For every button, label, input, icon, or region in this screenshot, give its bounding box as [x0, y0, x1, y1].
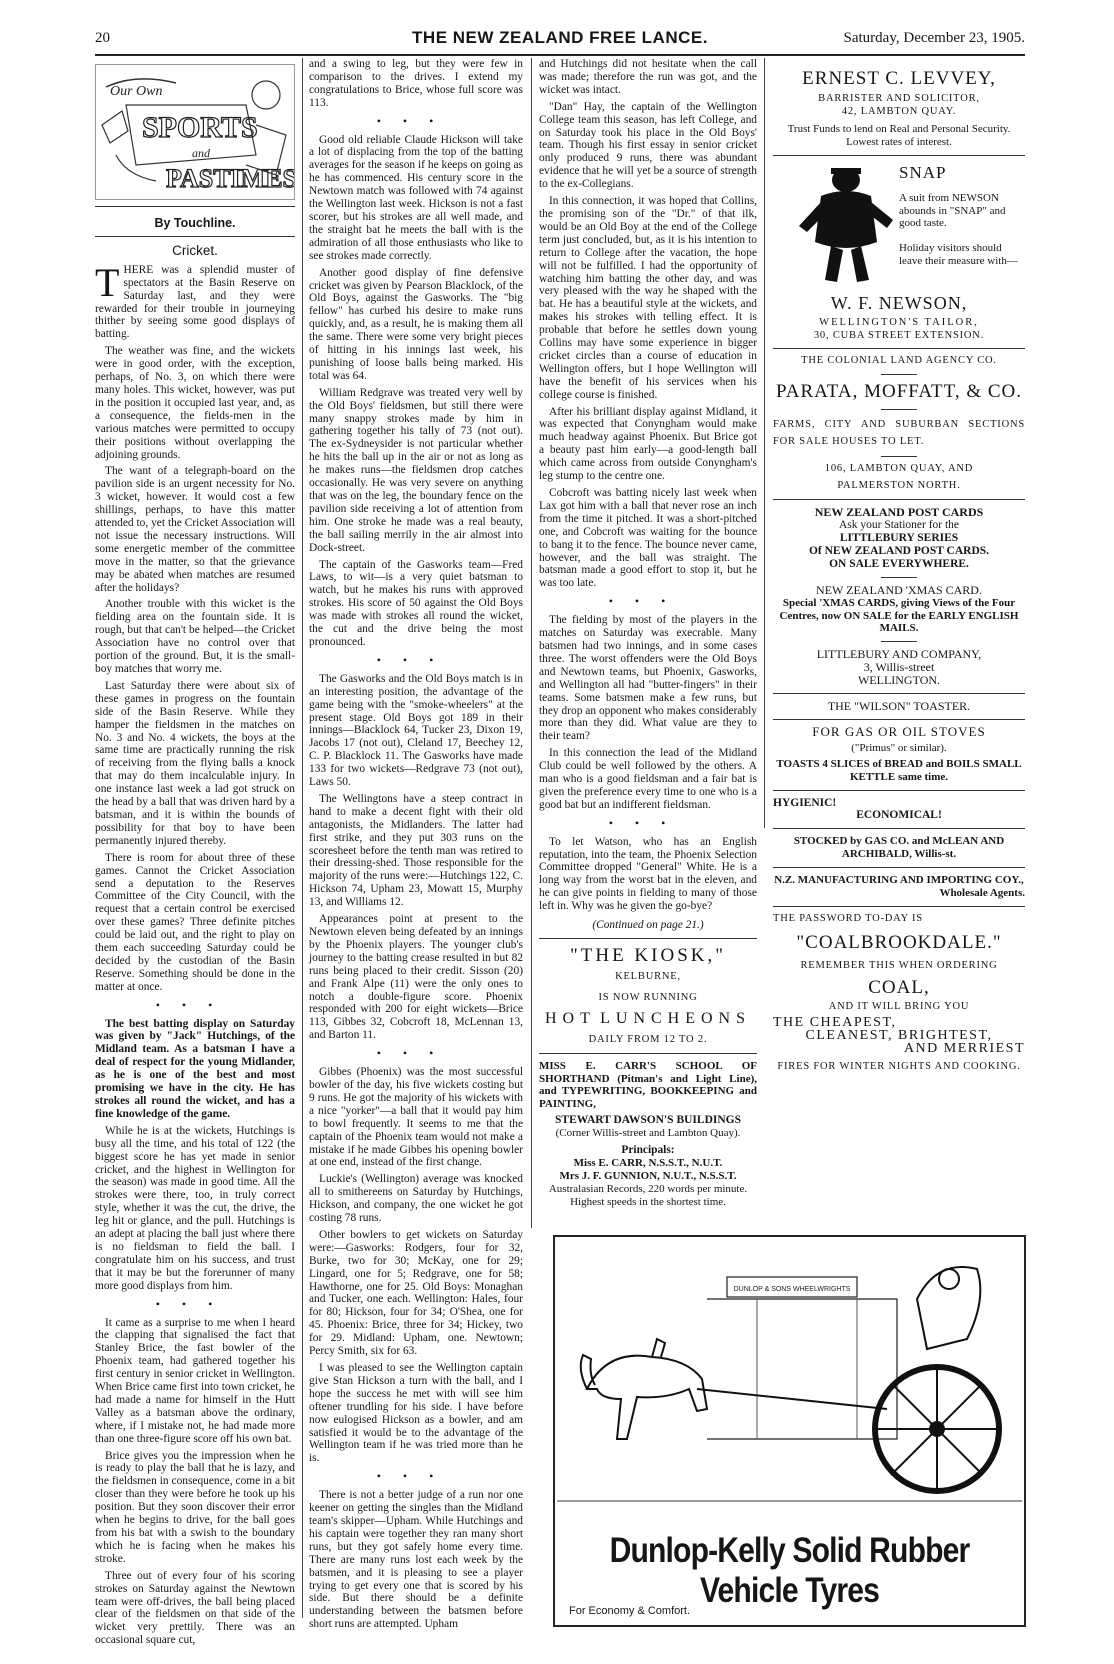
- newson-ad: [773, 162, 1025, 343]
- paragraph: In this connection the lead of the Midland Club could be well followed by the others. A man who is a good fieldsman and a fair bat is given the preference every time to one who is a good bat but an indifferent fieldsman.: [539, 747, 757, 811]
- paragraph: and Hutchings did not hesitate when the call was made; therefore the run was got, and the wicket was intact.: [539, 58, 757, 96]
- tyres-headline-2: Vehicle Tyres: [699, 1571, 880, 1610]
- paragraph: Luckie's (Wellington) average was knocked all to smithereens on Saturday by Hutchings, Hickson, and company, the one wicket he got costing 78 runs.: [309, 1173, 523, 1225]
- colonial-land-ad: [773, 355, 1025, 493]
- snap-title: SNAP: [899, 162, 947, 182]
- levvey-role: BARRISTER AND SOLICITOR,: [818, 93, 980, 104]
- shop-sign-text: DUNLOP & SONS WHEELWRIGHTS: [733, 1286, 851, 1293]
- byline: By Touchline.: [154, 216, 236, 230]
- snap-text: A suit from NEWSON abounds in "SNAP" and good taste.: [899, 191, 1006, 230]
- rule: [881, 456, 917, 457]
- newson-address: 30, CUBA STREET EXTENSION.: [813, 329, 985, 341]
- section-heading-cricket: Cricket.: [172, 242, 218, 258]
- tyres-tagline: For Economy & Comfort.: [569, 1605, 691, 1617]
- newson-tailor: WELLINGTON'S TAILOR,: [819, 316, 979, 328]
- drop-cap: T: [95, 259, 120, 305]
- toaster-primus: ("Primus" or similar).: [851, 741, 947, 754]
- section-dots: •••: [376, 652, 456, 667]
- coal-cheapest: THE CHEAPEST,: [773, 1014, 897, 1030]
- coal-fires: FIRES FOR WINTER NIGHTS AND COOKING.: [777, 1061, 1021, 1073]
- svg-text:PASTIMES: PASTIMES: [166, 164, 294, 193]
- coal-merriest: AND MERRIEST: [903, 1040, 1025, 1056]
- paragraph: and a swing to leg, but they were few in comparison to the drives. I extend my congratulations to Brice, whose full score was 113.: [309, 58, 523, 109]
- svg-text:SPORTS: SPORTS: [142, 111, 258, 144]
- paragraph: The want of a telegraph-board on the pavilion side is an urgent necessity for No. 3 wicket, however. It would cost a few shillings, perhaps, to have this matter attended to, yet the Cricket Association will not issue the necessary instructions. Will some energetic member of the committee move in the matter, so that the grievance may be abated when matches are resumed after the holidays?: [95, 465, 295, 594]
- newson-name: W. F. NEWSON,: [830, 292, 968, 313]
- levvey-trust: Trust Funds to lend on Real and Personal Security. Lowest rates of interest.: [787, 122, 1011, 148]
- postcards-title: NEW ZEALAND POST CARDS: [814, 505, 984, 520]
- coal-bring: AND IT WILL BRING YOU: [828, 1000, 970, 1012]
- continued-note: (Continued on page 21.): [592, 919, 704, 932]
- sports-pastimes-illustration: [96, 65, 294, 197]
- rule: [773, 348, 1025, 349]
- kiosk-luncheons: LUNCHEONS: [600, 1009, 751, 1027]
- levvey-address: 42, LAMBTON QUAY.: [841, 105, 957, 117]
- section-dots: •••: [155, 1296, 235, 1311]
- snap-holiday: Holiday visitors should leave their measure with—: [899, 241, 1018, 267]
- parata-text: FARMS, CITY AND SUBURBAN SECTIONS FOR SALE HOUSES TO LET.: [773, 419, 1025, 448]
- rule: [95, 206, 295, 207]
- school-corner: (Corner Willis-street and Lambton Quay).: [555, 1127, 741, 1140]
- school-building: STEWART DAWSON'S BUILDINGS: [555, 1114, 741, 1127]
- rule: [539, 1053, 757, 1054]
- paragraph: Gibbes (Phoenix) was the most successful bowler of the day, his five wickets costing but 9 runs. He got the majority of his wickets with a nice "yorker"—a ball that it would pay him to bowl frequently. It seems to me that the captain of the Phoenix team would not make a mistake if he made Gibbes his opening bowler at one end, instead of the first change.: [309, 1066, 523, 1169]
- littlebury-street: 3, Willis-street: [863, 660, 935, 675]
- rule: [881, 641, 917, 642]
- rule: [95, 236, 295, 237]
- paragraph: Three out of every four of his scoring strokes on Saturday against the Newtown team were off-drives, the ball being placed clear of the fieldsmen on that side of the wicket very prettily. There was an occasional square cut,: [95, 1569, 295, 1647]
- paragraph: While he is at the wickets, Hutchings is busy all the time, and his total of 122 (the biggest score he has yet made in senior cricket, and the highest in Wellington for the season) was made in good time. All the strokes were there, too, in truly correct style, whether it was the cut, the drive, the leg hit or glance, and the pull. Hutchings is an adept at placing the ball just where there is no fieldsman to field the ball. I congratulate him on his success, and trust that it may be but the forerunner of many more good displays from him.: [95, 1124, 295, 1292]
- page-number: 20: [95, 30, 110, 46]
- postcards-series: LITTLEBURY SERIES: [839, 531, 959, 544]
- rule: [539, 938, 757, 939]
- kiosk-running: IS NOW RUNNING: [598, 991, 698, 1003]
- levvey-name: ERNEST C. LEVVEY,: [802, 68, 996, 89]
- svg-text:and: and: [192, 146, 210, 160]
- paragraph: Appearances point at present to the Newtown eleven being defeated by an innings by the Phoenix players. The younger club's journey to the batting crease resulted in but 82 runs being placed to their credit. Sisson (20) and Frank Alpe (11) were the only ones to notch a double-figure score. Phoenix responded with 200 for eight wickets—Brice 113, Gibbes 32, Cobcroft 18, McLennan 13, and Barton 11.: [309, 913, 523, 1042]
- coal-ad: [773, 913, 1025, 1074]
- rule: [881, 409, 917, 410]
- paragraph: The fielding by most of the players in the matches on Saturday was execrable. Many batsmen had two innings, and in some cases three. The worst offenders were the Old Boys and Newtown teams, but Phoenix, Gasworks, and Wellington all had "butter-fingers" in their teams. Some batsmen make a few runs, but they drop an opponent who makes considerably more than they did. What value are they to their team?: [539, 614, 757, 743]
- paragraph: Last Saturday there were about six of these games in progress on the fountain side of the Basin Reserve. While they hamper the fieldsmen in the matches on No. 3 and No. 4 wickets, the boys at the same time are practically running the risk of receiving from the flying balls a knock that may do them incalculable injury. In one instance last week a lad got struck on the head by a ball that was driven hard by a batsman, and it is within the bounds of possibility for that boy to have been permanently injured thereby.: [95, 679, 295, 847]
- paragraph: The Wellingtons have a steep contract in hand to make a decent fight with their old antagonists, the Midlanders. The latter had first strike, and they put 303 runs on the scoresheet before the tenth man was retired to their dressing-shed. Those responsible for the majority of the runs were:—Hutchings 122, C. Hickson 74, Upham 23, Mowatt 15, Murphy 13, and Williams 12.: [309, 792, 523, 909]
- column-rule: [531, 58, 532, 1228]
- snap-figure-illustration: [791, 162, 901, 290]
- littlebury-city: WELLINGTON.: [857, 673, 941, 688]
- section-dots: •••: [376, 1046, 456, 1061]
- kiosk-ad: [539, 945, 757, 1047]
- paragraph: The Gasworks and the Old Boys match is in an interesting position, the advantage of the game being with the "smoke-wheelers" at the present stage. Old Boys got 189 in their innings—Blacklock 64, Tucker 23, Dixon 19, Jacobs 17 (not out), Cleland 17, Beechey 12, C. P. Blacklock 11. The Gasworks have made 133 for two wickets—Redgrave 73 (not out), Laws 50.: [309, 672, 523, 789]
- rule: [773, 719, 1025, 720]
- rule: [773, 867, 1025, 868]
- coal-cleanest: CLEANEST, BRIGHTEST,: [805, 1027, 993, 1043]
- toaster-stocked: STOCKED by GAS CO. and McLEAN AND ARCHIBALD, Willis-st.: [793, 835, 1005, 861]
- section-dots: •••: [376, 1469, 456, 1484]
- rule: [881, 577, 917, 578]
- section-dots: •••: [155, 997, 235, 1012]
- postcards-sale: ON SALE EVERYWHERE.: [829, 557, 969, 570]
- toaster-economical: ECONOMICAL!: [856, 809, 942, 822]
- column-1: [95, 58, 295, 1651]
- school-records: Australasian Records, 220 words per minute.: [548, 1182, 748, 1195]
- coal-coal: COAL,: [868, 976, 930, 998]
- kiosk-menu: [539, 1009, 757, 1027]
- paragraph: "Dan" Hay, the captain of the Wellington College team this season, has left College, and on Saturday took his place in the Old Boys' team. Though his first essay in senior cricket only produced 9 runs, there was abundant evidence that he will yet be a source of strength to the ex-Collegians.: [539, 100, 757, 191]
- xmas-card-title: NEW ZEALAND 'XMAS CARD.: [816, 582, 982, 597]
- postcards-ad: [773, 506, 1025, 687]
- toaster-stoves: FOR GAS OR OIL STOVES: [812, 723, 986, 739]
- column-4: [773, 58, 1025, 1080]
- xmas-card-special: Special 'XMAS CARDS, giving Views of the Four Centres, now ON SALE for the EARLY ENGLISH MAILS.: [779, 596, 1019, 635]
- rule: [881, 374, 917, 375]
- toaster-ad: [773, 700, 1025, 900]
- section-dots: •••: [608, 594, 688, 609]
- school-title: MISS E. CARR'S SCHOOL OF SHORTHAND (Pitman's and Light Line), and TYPEWRITING, BOOKKEEPING and PAINTING,: [539, 1059, 757, 1111]
- paragraph: Good old reliable Claude Hickson will take a lot of displacing from the top of the batting averages for the season if he keeps on going as he has commenced. His century score in the Newtown match was followed with 74 against the Wellington last week. Hickson is not a fast scorer, but his strokes are all well made, and the straight bat he meets the ball with is the admiration of all those enthusiasts who like to see strokes made correctly.: [309, 133, 523, 262]
- masthead: [95, 30, 1025, 52]
- snap-block: [773, 162, 1025, 292]
- postcards-ask: Ask your Stationer for the: [838, 519, 960, 532]
- principal-gunnion: Mrs J. F. GUNNION, N.U.T., N.S.S.T.: [559, 1169, 737, 1182]
- paragraph: In this connection, it was hoped that Collins, the promising son of the "Dr." of that ilk, would be an Old Boy at the end of the College term just concluded, but, as it is his intention to return to College after the vacation, the hope will not be fulfilled. I had the opportunity of watching him batting the other day, and was very pleased with the way he shaped with the bat. He has a beautiful style at the wickets, and makes his strokes with telling effect. It is probable that before he settles down young Collins may have some experience in bigger cricket circles than a course of education in Wellington offers, but I hope Wellington will have the benefit of his services when his college course is finished.: [539, 195, 757, 401]
- paragraph: There is not a better judge of a run nor one keener on getting the singles than the Midland team's skipper—Upham. While Hutchings and his captain were together they ran many short runs, but they got safely home every time. There are many runs lost each week by the batsmen, and it is pleasing to see a player trying to get every one that is scored by his side. But there should be a definite understanding between the batsmen before short runs are attempted. Upham: [309, 1489, 523, 1631]
- paragraph: The best batting display on Saturday was given by "Jack" Hutchings, of the Midland team. As a batsman I have a deal of respect for the young Midlander, as he is one of the best and most promising we have in the city. He has strokes all round the wicket, and has a fine knowledge of the game.: [95, 1017, 295, 1120]
- coal-remember: REMEMBER THIS WHEN ORDERING: [800, 959, 998, 971]
- dunlop-kelly-tyres-ad: [553, 1235, 1026, 1627]
- rule: [773, 790, 1025, 791]
- coal-word: "COALBROOKDALE.": [796, 931, 1002, 953]
- sports-logo: [95, 64, 295, 200]
- horse-cart-illustration: [557, 1239, 1022, 1529]
- shorthand-school-ad: [539, 1060, 757, 1209]
- kiosk-hours: DAILY FROM 12 TO 2.: [588, 1033, 708, 1045]
- paragraph: HERE was a splendid muster of spectators at the Basin Reserve on Saturday last, and they were rewarded for their trouble in journeying thither by seeing some good displays of batting.: [95, 263, 295, 341]
- paragraph: Another trouble with this wicket is the fielding area on the fountain side. It is rough, but that can't be helped—the Cricket Association have no control over that portion of the ground. But, it is the small-boy matches that worry me.: [95, 598, 295, 675]
- section-dots: •••: [376, 113, 456, 128]
- paragraph: It came as a surprise to me when I heard the clapping that signalised the fact that Stanley Brice, the fast bowler of the Phoenix team, had gathered together his first century in senior cricket in Wellington. When Brice came first into town cricket, he had made a name for himself in the Hutt Valley as a batsman above the ordinary, where, if I mistake not, he had made more than one three-figure score off his own bat.: [95, 1316, 295, 1445]
- newspaper-title: THE NEW ZEALAND FREE LANCE.: [412, 28, 708, 47]
- paragraph: The captain of the Gasworks team—Fred Laws, to wit—is a very quiet batsman to watch, but he makes his runs with approved strokes. His score of 50 against the Old Boys was made with strokes all round the wicket, the cut and the drive being the most pronounced.: [309, 558, 523, 648]
- paragraph: Brice gives you the impression when he is ready to play the ball that he is lazy, and the fieldsmen in consequence, come in a bit closer than they were before he took up his position. But they soon discover their error when he begins to drive, for the ball goes from his bat with a swish to the boundary which he is facing when he makes his stroke.: [95, 1449, 295, 1565]
- coal-password: THE PASSWORD TO-DAY IS: [773, 913, 923, 924]
- masthead-rule: [95, 54, 1025, 56]
- kiosk-title: "THE KIOSK,": [569, 945, 726, 966]
- paragraph: I was pleased to see the Wellington captain give Stan Hickson a turn with the ball, and I hope the success he met with will see him oftener trundling for his side. I have before now eulogised Hickson as a bowler, and am satisfied it would be to the advantage of the Wellington team if he was tried more than he is.: [309, 1362, 523, 1465]
- rule: [773, 906, 1025, 907]
- paragraph: The weather was fine, and the wickets were in good order, with the exception, perhaps, of No. 3, on which there were many holes. This wicket, however, was put in the position it occupied last year, and, as a consequence, the fields-men in the various matches were permitted to occupy their positions without overlapping the adjoining grounds.: [95, 345, 295, 461]
- paragraph: To let Watson, who has an English reputation, into the team, the Phoenix Selection Committee dropped "General" White. He is a long way from the worst bat in the eleven, and he can give points in fielding to many of those left in. Why was he given the go-bye?: [539, 835, 757, 913]
- parata-name: PARATA, MOFFATT, & CO.: [775, 381, 1023, 403]
- kiosk-place: KELBURNE,: [615, 971, 681, 982]
- rule: [773, 155, 1025, 156]
- postcards-of: Of NEW ZEALAND POST CARDS.: [808, 544, 990, 557]
- levvey-ad: [773, 68, 1025, 149]
- svg-text:Our Own: Our Own: [110, 84, 163, 99]
- paragraph: Another good display of fine defensive cricket was given by Pearson Blacklock, of the Old Boys, against the Gasworks. The "big fellow" has curbed his desire to make runs quickly, and, as a result, he is making them all the same. There were some very bright pieces of hitting in his innings last week, his punishing of loose balls being marked. His total was 64.: [309, 266, 523, 382]
- parata-address-1: 106, LAMBTON QUAY, AND: [824, 463, 974, 475]
- littlebury-company: LITTLEBURY AND COMPANY,: [816, 647, 982, 662]
- toaster-title: THE "WILSON" TOASTER.: [827, 699, 971, 714]
- school-speeds: Highest speeds in the shortest time.: [570, 1195, 726, 1208]
- school-principals: Principals:: [621, 1144, 675, 1157]
- kiosk-hot: HOT: [545, 1009, 596, 1027]
- principal-carr: Miss E. CARR, N.S.S.T., N.U.T.: [573, 1156, 723, 1169]
- toaster-hygienic: HYGIENIC!: [773, 796, 837, 809]
- column-rule: [302, 58, 303, 1618]
- toaster-wholesale: Wholesale Agents.: [939, 887, 1025, 900]
- paragraph: Other bowlers to get wickets on Saturday were:—Gasworks: Rodgers, four for 32, Burke, two for 30; McKay, one for 29; Lingard, one for 5; Redgrave, one for 58; Hawthorne, one for 25. Old Boys: Monaghan and Tucker, one each. Wellington: Hales, four for 80; Hickson, four for 34; O'Shea, one for 45. Phoenix: Brice, three for 34; Hickey, two for 29. Midland: Upham, one. Newtown; Percy Smith, six for 63.: [309, 1228, 523, 1358]
- paragraph: William Redgrave was treated very well by the Old Boys' fieldsmen, but still there were many snappy strokes made by him in gathering together his tally of 73 (not out). The ex-Sydneysider is not particular whether he hits the ball up in the air or not as long as he makes runs—the fieldsmen drop catches occasionally. He was very severe on anything that was on the leg, the boundary fence on the pavilion side receiving a lot of attention from him. One stroke he made was a real beauty, the ball sailing merrily in the air almost into Dock-street.: [309, 386, 523, 554]
- rule: [773, 499, 1025, 500]
- toaster-toasts: TOASTS 4 SLICES of BREAD and BOILS SMALL KETTLE same time.: [776, 757, 1022, 783]
- tyres-headline-1: Dunlop-Kelly Solid Rubber: [609, 1531, 970, 1570]
- paragraph: There is room for about three of these games. Cannot the Cricket Association send a deputation to the Reserves Committee of the City Council, with the request that a certain control be exercised over these games? Three definite pitches could be laid out, and the right to play on them each succeeding Saturday could be decided by the custodian of the Basin Reserve. Something should be done in the matter at once.: [95, 851, 295, 993]
- column-rule: [764, 58, 765, 828]
- column-2: [309, 58, 523, 1635]
- colonial-land-name: THE COLONIAL LAND AGENCY CO.: [801, 355, 997, 367]
- column-3: [539, 58, 757, 1215]
- paragraph: After his brilliant display against Midland, it was expected that Conyngham would make much headway against Phoenix. But Brice got a beauty past him early—a good-length ball which came across from outside Conyngham's leg stump to the centre one.: [539, 405, 757, 483]
- rule: [773, 828, 1025, 829]
- rule: [773, 693, 1025, 694]
- paragraph: Cobcroft was batting nicely last week when Lax got him with a ball that never rose an inch from the time it pitched. It was a short-pitched one, and Cobcroft was waiting for the bounce to bang it to the fence. The bounce never came, however, and the ball was straight. The batsman made a good effort to stop it, but he was too late.: [539, 487, 757, 590]
- parata-address-2: PALMERSTON NORTH.: [837, 480, 961, 492]
- issue-date: Saturday, December 23, 1905.: [843, 30, 1025, 46]
- toaster-manufacturer: N.Z. MANUFACTURING AND IMPORTING COY.,: [774, 874, 1024, 887]
- section-dots: •••: [608, 815, 688, 830]
